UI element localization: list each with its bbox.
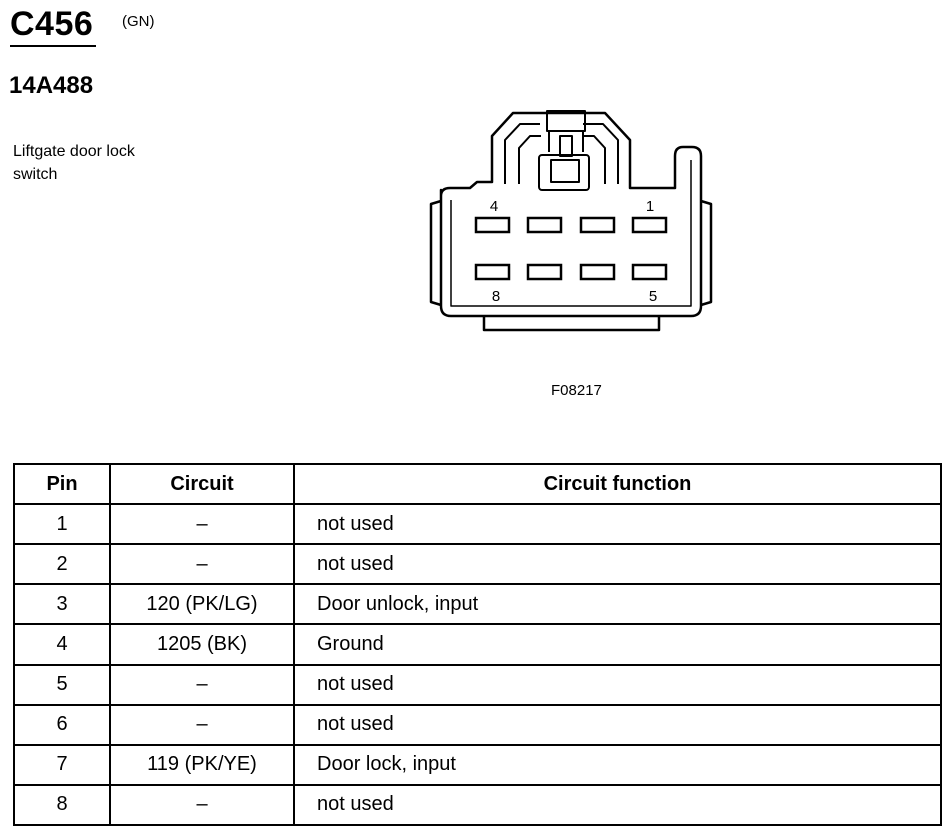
pin-cavity [633,218,666,232]
pin-label-5: 5 [648,288,658,305]
pin-cell: 5 [14,665,110,705]
pin-cell: 1 [14,504,110,544]
pin-cell: 3 [14,584,110,624]
table-row [14,624,941,664]
table-row [14,745,941,785]
latch-left [505,124,540,184]
connector-drawing [420,100,720,340]
pin-label-1: 1 [645,198,655,215]
header-pin: Pin [14,464,110,504]
circuit-cell: – [110,705,294,745]
pin-cavity [476,218,509,232]
circuit-cell: – [110,665,294,705]
header-circuit: Circuit [110,464,294,504]
pin-cavity [633,265,666,279]
figure-code: F08217 [551,382,602,399]
function-cell: Door lock, input [294,745,941,785]
header-function: Circuit function [294,464,941,504]
circuit-cell: – [110,544,294,584]
table-row [14,544,941,584]
pin-label-4: 4 [489,198,499,215]
part-number: 14A488 [9,72,94,99]
pin-cavity [528,265,561,279]
table-header-row [14,464,941,504]
latch-window [551,160,579,182]
table-row [14,504,941,544]
circuit-cell: 120 (PK/LG) [110,584,294,624]
latch-rail-right [583,136,605,184]
latch-key [560,136,572,156]
latch-rail-left [519,136,541,184]
pin-cell: 8 [14,785,110,825]
pin-cell: 6 [14,705,110,745]
function-cell: not used [294,785,941,825]
pin-table [13,463,942,826]
pin-cavity [528,218,561,232]
latch-bar [549,131,583,152]
function-cell: Ground [294,624,941,664]
function-cell: Door unlock, input [294,584,941,624]
pin-label-8: 8 [491,288,501,305]
function-cell: not used [294,665,941,705]
table-row [14,785,941,825]
pin-cavities [476,218,666,279]
bottom-tab [484,316,659,330]
function-cell: not used [294,544,941,584]
pin-cell: 4 [14,624,110,664]
table-row [14,665,941,705]
circuit-cell: – [110,785,294,825]
connector-id-underline [10,45,96,47]
pin-cavity [581,218,614,232]
right-ear [701,201,711,305]
left-ear [431,201,441,305]
pin-cavity [476,265,509,279]
pin-cell: 2 [14,544,110,584]
pin-cavity [581,265,614,279]
table-row [14,584,941,624]
connector-id: C456 [10,5,94,43]
function-cell: not used [294,705,941,745]
function-cell: not used [294,504,941,544]
color-code: (GN) [122,13,155,30]
circuit-cell: – [110,504,294,544]
circuit-cell: 1205 (BK) [110,624,294,664]
table-row [14,705,941,745]
circuit-cell: 119 (PK/YE) [110,745,294,785]
pin-cell: 7 [14,745,110,785]
connector-description: Liftgate door lock switch [13,143,135,183]
